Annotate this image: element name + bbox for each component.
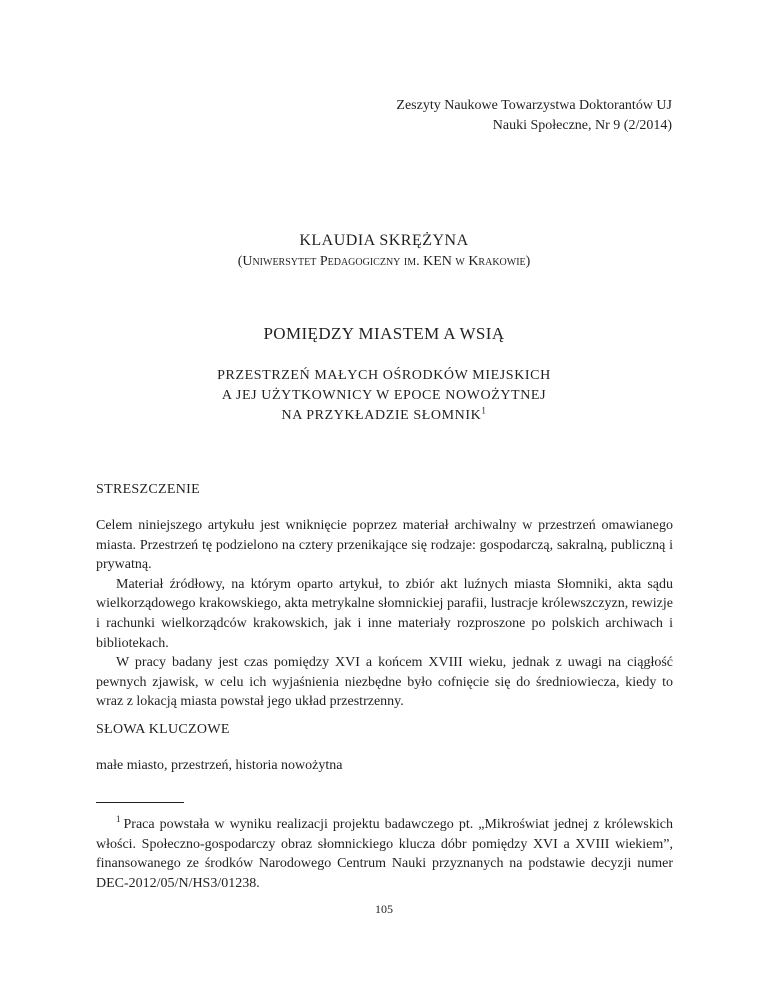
- keywords-text: małe miasto, przestrzeń, historia nowożytna: [96, 758, 343, 773]
- journal-title: Zeszyty Naukowe Towarzystwa Doktorantów UJ: [396, 98, 672, 113]
- article-title: POMIĘDZY MIASTEM A WSIĄ: [263, 324, 505, 343]
- subtitle-line: [0, 406, 768, 426]
- author-affiliation: (Uniwersytet Pedagogiczny im. KEN w Krakowie): [237, 254, 531, 269]
- abstract-heading: STRESZCZENIE: [96, 482, 200, 497]
- abstract-paragraph: W pracy badany jest czas pomiędzy XVI a końcem XVIII wieku, jednak z uwagi na ciągłość pewnych zjawisk, w celu ich wyjaśnienia niezbędne było cofnięcie się do średniowiecza, kiedy to wraz z lokacją miasta powstał jego układ przestrzenny.: [96, 655, 673, 710]
- article-subtitle: [0, 366, 768, 426]
- subtitle-line: PRZESTRZEŃ MAŁYCH OŚRODKÓW MIEJSKICH: [217, 368, 551, 383]
- journal-issue: Nauki Społeczne, Nr 9 (2/2014): [492, 118, 672, 133]
- keywords-heading: SŁOWA KLUCZOWE: [96, 722, 230, 737]
- footnote-divider: [96, 802, 184, 803]
- abstract-paragraph: Materiał źródłowy, na którym oparto artykuł, to zbiór akt luźnych miasta Słomniki, akta sądu wielkorządowego krakowskiego, akta metrykalne słomnickiej parafii, lustracje królewszczyzn, rewizje i rachunki wielkorządców krakowskich, jak i inne materiały rozproszone po polskich archiwach i bibliotekach.: [96, 576, 673, 651]
- footnote-reference[interactable]: 1: [481, 405, 487, 416]
- footnote: [96, 815, 673, 893]
- author-block: [0, 230, 768, 272]
- footnote-marker: 1: [116, 814, 121, 825]
- subtitle-line-text: NA PRZYKŁADZIE SŁOMNIK: [281, 408, 482, 423]
- title-block: [0, 322, 768, 426]
- page-number: 105: [375, 902, 393, 916]
- subtitle-line: A JEJ UŻYTKOWNICY W EPOCE NOWOŻYTNEJ: [221, 388, 547, 403]
- abstract-body: [96, 516, 673, 712]
- footnote-text: Praca powstała w wyniku realizacji projektu badawczego pt. „Mikroświat jednej z królewskich włości. Społeczno-gospodarczy obraz słomnickiego klucza dóbr pomiędzy XVI a XVIII wiekiem”, finansowanego ze środków Narodowego Centrum Nauki przyznanych na podstawie decyzji numer DEC-2012/05/N/HS3/01238.: [96, 817, 673, 891]
- author-name: KLAUDIA SKRĘŻYNA: [299, 232, 469, 249]
- journal-header: [396, 96, 672, 136]
- abstract-paragraph: Celem niniejszego artykułu jest wniknięcie poprzez materiał archiwalny w przestrzeń omawianego miasta. Przestrzeń tę podzielono na cztery przenikające się rodzaje: gospodarczą, sakralną, publiczną i prywatną.: [96, 518, 673, 573]
